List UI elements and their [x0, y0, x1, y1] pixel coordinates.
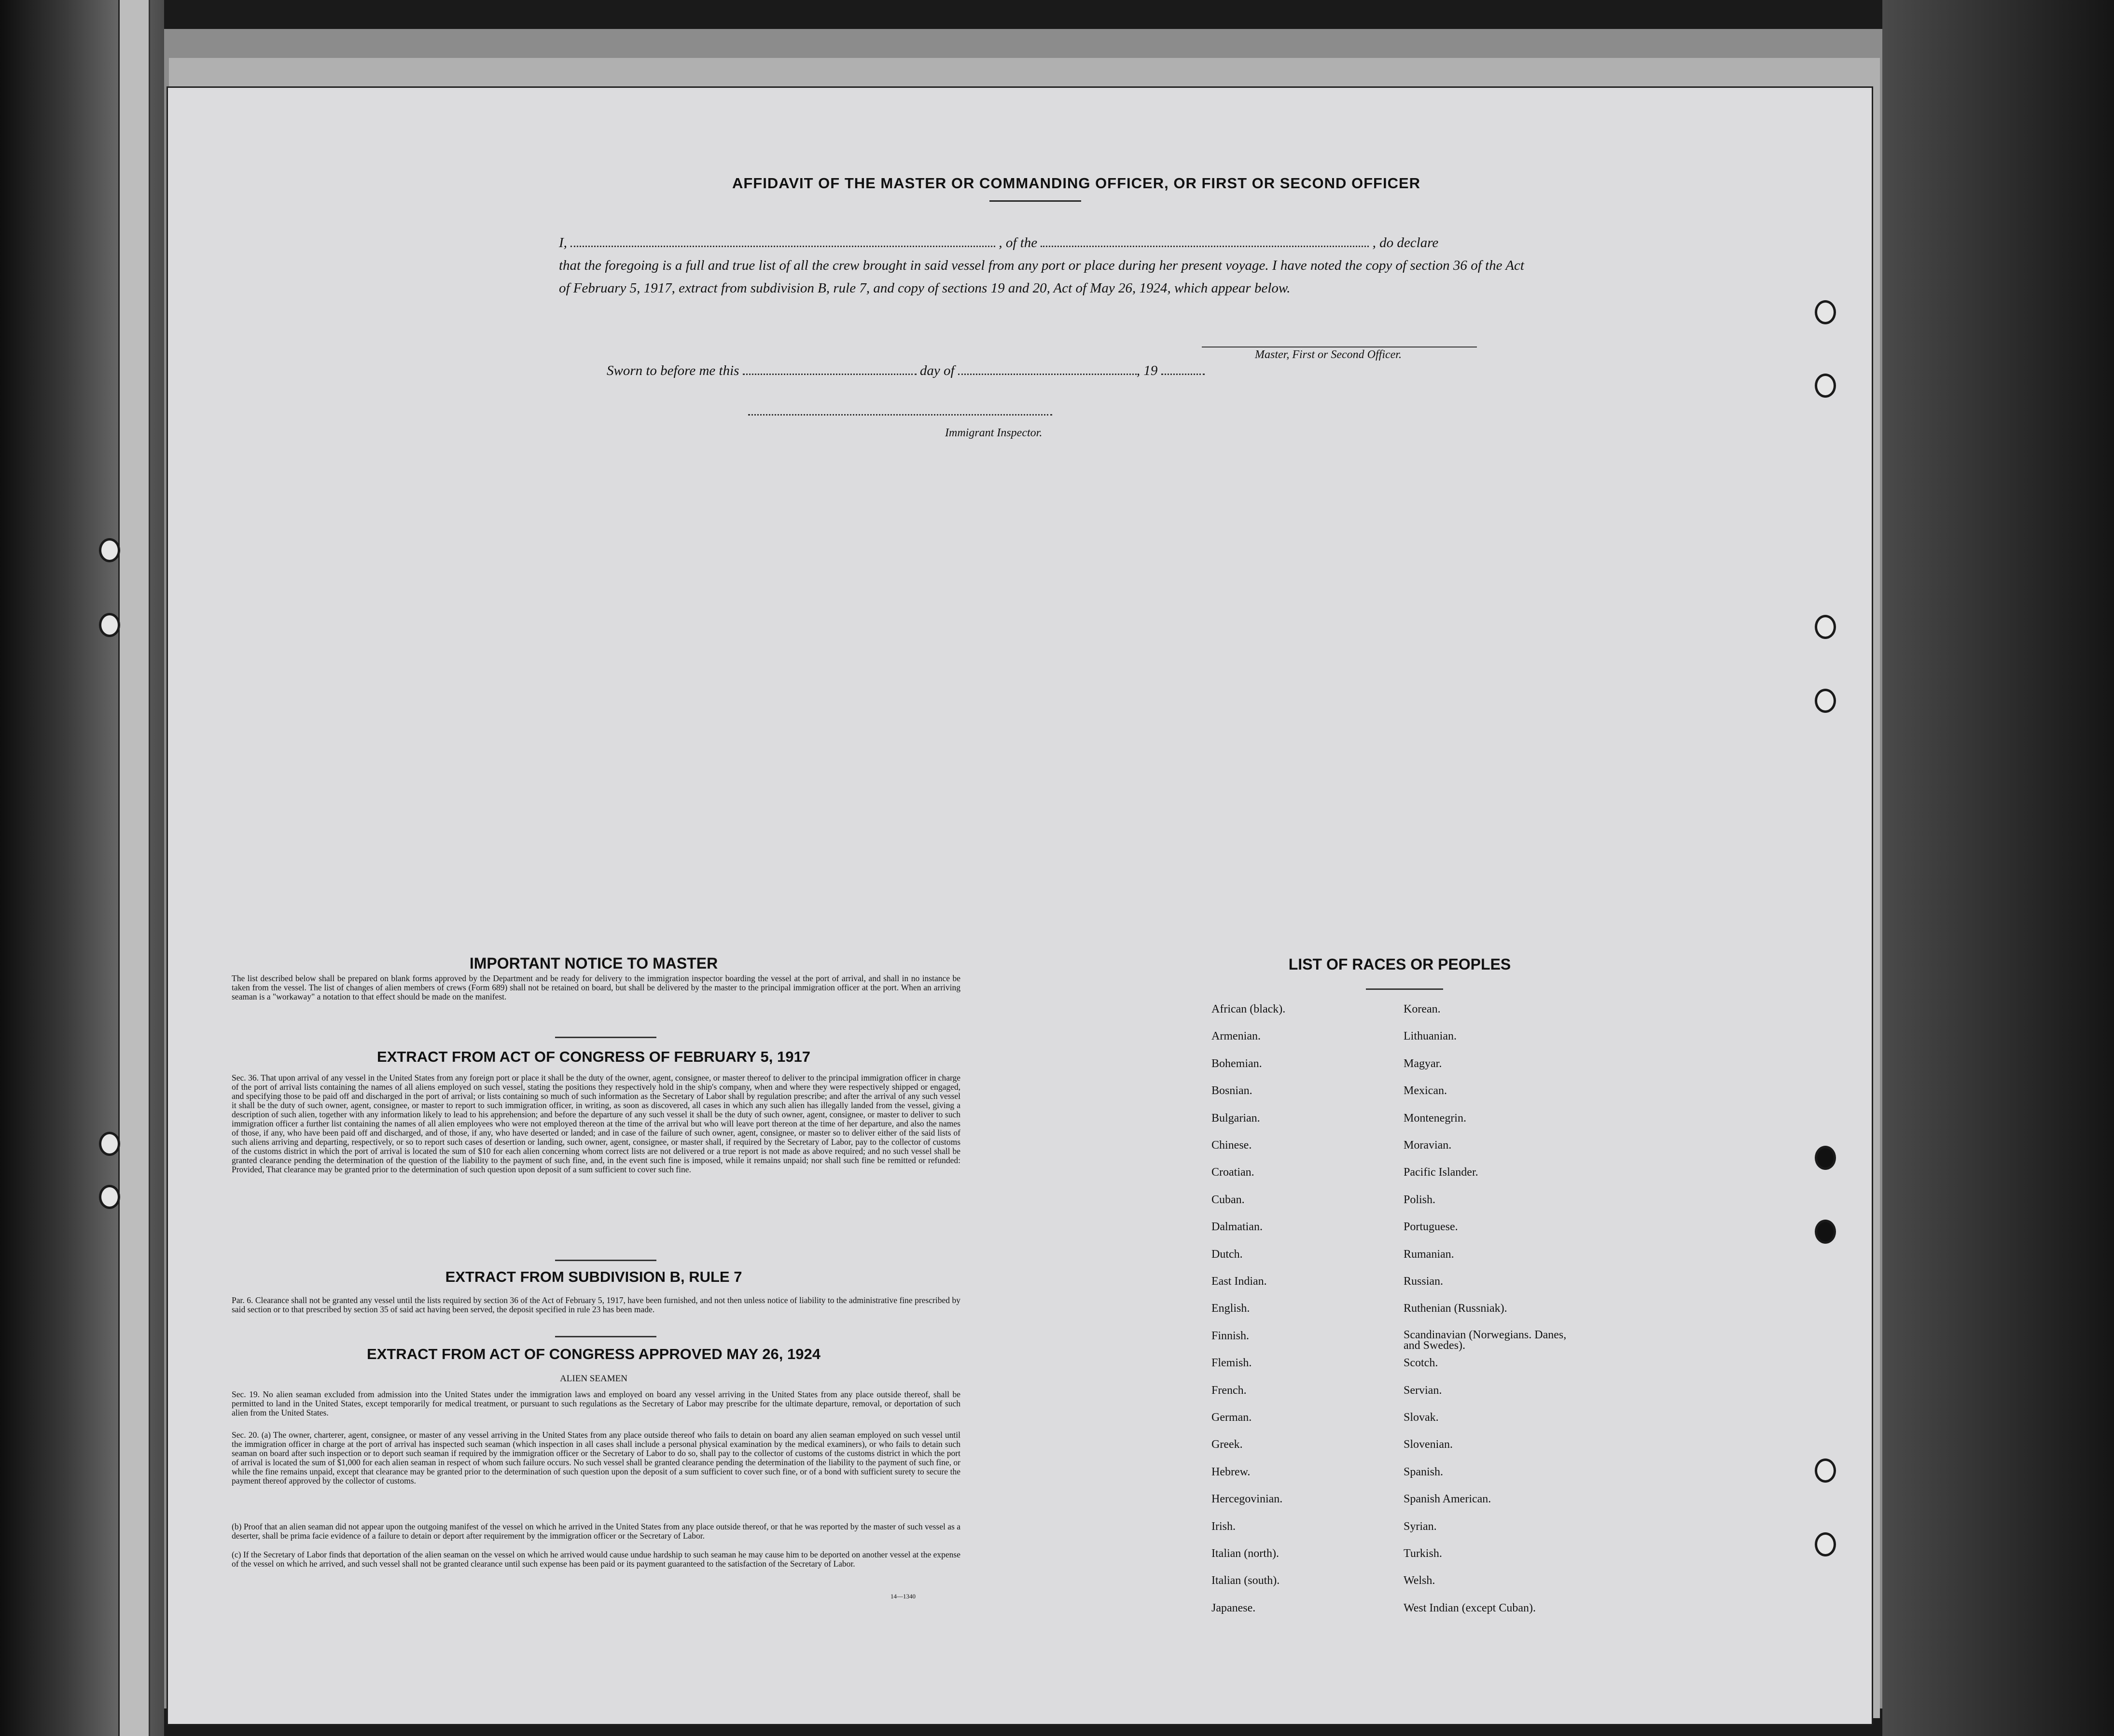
- scan-background-right: [1882, 0, 2114, 1736]
- extract-1924-title: EXTRACT FROM ACT OF CONGRESS APPROVED MAY 26, 1924: [367, 1346, 821, 1362]
- race-item: African (black).: [1211, 1003, 1286, 1015]
- race-item: Italian (north).: [1211, 1547, 1279, 1560]
- race-item: Korean.: [1404, 1003, 1441, 1015]
- race-item: German.: [1211, 1411, 1252, 1424]
- sec20b-text: (b) Proof that an alien seaman did not appear upon the outgoing manifest of the vessel on which he arrived in the United States from any place outside thereof, or that he was reported by the master of such vessel as a deserter, shall be prima facie evidence of a failure to detain or deport after requirement by the immigration officer or the Secretary of Labor.: [232, 1522, 960, 1541]
- race-item: Syrian.: [1404, 1520, 1437, 1533]
- rule7-text: Par. 6. Clearance shall not be granted any vessel until the lists required by section 36 of the Act of February 5, 1917, have been furnished, and not then unless notice of liability to the administrative fine prescribed by said section or to that prescribed by section 35 of said act having been served, the deposit specified in rule 23 has been made.: [232, 1295, 960, 1314]
- punch-hole: [1815, 1146, 1836, 1170]
- race-item: Bosnian.: [1211, 1084, 1252, 1097]
- sworn-month-field[interactable]: [958, 363, 1137, 375]
- race-item: Russian.: [1404, 1275, 1444, 1288]
- race-item: Cuban.: [1211, 1194, 1245, 1206]
- race-item: Dalmatian.: [1211, 1221, 1263, 1233]
- race-item: Pacific Islander.: [1404, 1166, 1478, 1179]
- race-item: Spanish.: [1404, 1466, 1444, 1478]
- sworn-year-label: , 19: [1136, 363, 1158, 378]
- sworn-line: [607, 363, 1205, 379]
- punch-hole: [99, 1185, 120, 1209]
- vessel-name-field[interactable]: [1041, 235, 1369, 247]
- affidavit-of-the: , of the: [999, 235, 1038, 250]
- sworn-year-field[interactable]: [1161, 363, 1205, 375]
- race-item: Montenegrin.: [1404, 1112, 1466, 1125]
- race-item: Scandinavian (Norwegians. Danes, and Swedes).: [1404, 1329, 1567, 1352]
- extract-1917-text: Sec. 36. That upon arrival of any vessel in the United States from any foreign port or place it shall be the duty of the owner, agent, consignee, or master thereof to deliver to the principal immigration officer in charge of the port of arrival lists containing the names of all aliens employed on such vessel, stating the positions they respectively hold in the ship's company, when and where they were respectively shipped or engaged, and specifying those to be paid off and discharged in the port of arrival; or lists containing so much of such information as the Secretary of Labor shall by regulation prescribe; and after the arrival of any such vessel it shall be the duty of such owner, agent, consignee, or master to report to such immigration officer, in writing, as soon as discovered, all cases in which any such alien has illegally landed from the vessel, giving a description of such alien, together with any information likely to lead to his apprehension; and before the departure of any such vessel it shall be the duty of such owner, agent, consignee, or master to deliver to such immigration officer a further list containing the names of all alien employees who were not employed thereon at the time of the arrival but who will leave port thereon at the time of her departure, and also the names of those, if any, who have been paid off and discharged, and of those, if any, who have deserted or landed; and in case of the failure of such owner, agent, consignee, or master so to deliver either of the said lists of such aliens arriving and departing, respectively, or so to report such cases of desertion or landing, such owner, agent, consignee, or master shall, if required by the Secretary of Labor, pay to the collector of customs of the customs district in which the port of arrival is located the sum of $10 for each alien concerning whom correct lists are not delivered or a true report is not made as above required; and no such vessel shall be granted clearance pending the determination of the question of the liability to the payment of such fine, and, in the event such fine is imposed, while it remains unpaid; nor shall such fine be remitted or refunded: Provided, That clearance may be granted prior to the determination of such question upon deposit of a sum sufficient to cover such fine.: [232, 1073, 960, 1174]
- divider: [555, 1037, 656, 1038]
- race-item: Slovenian.: [1404, 1438, 1453, 1451]
- affidavit-body: [559, 232, 1524, 300]
- race-item: Flemish.: [1211, 1357, 1252, 1369]
- races-title: LIST OF RACES OR PEOPLES: [1288, 956, 1511, 973]
- race-item: Bulgarian.: [1211, 1112, 1260, 1125]
- affidavit-first-line: [559, 232, 1524, 254]
- race-item: Ruthenian (Russniak).: [1404, 1302, 1507, 1315]
- race-item: Spanish American.: [1404, 1493, 1491, 1505]
- race-item: Moravian.: [1404, 1139, 1452, 1152]
- sec19-text: Sec. 19. No alien seaman excluded from admission into the United States under the immigration laws and employed on board any vessel arriving in the United States from any place outside thereof, shall be permitted to land in the United States, except temporarily for medical treatment, or pursuant to such regulations as the Secretary of Labor may prescribe for the ultimate departure, removal, or deportation of such alien from the United States.: [232, 1389, 960, 1417]
- affidavit-i: I,: [559, 235, 567, 250]
- sec20c-text: (c) If the Secretary of Labor finds that deportation of the alien seaman on the vessel on which he arrived would cause undue hardship to such seaman he may cause him to be deported on another vessel at the expense of the vessel on which he arrived, and such vessel shall not be granted clearance until such expense has been paid or its payment guaranteed to the satisfaction of the Secretary of Labor.: [232, 1550, 960, 1569]
- punch-hole: [1815, 1220, 1836, 1244]
- notice-text: The list described below shall be prepared on blank forms approved by the Department and be ready for delivery to the immigration inspector boarding the vessel at the port of arrival, and shall in no instance be taken from the vessel. The list of changes of alien members of crews (Form 689) shall not be retained on board, but shall be delivered by the master to the principal immigration officer at the port. When an arriving seaman is a "workaway" a notation to that effect should be made on the manifest.: [232, 973, 960, 1001]
- race-item: Bohemian.: [1211, 1057, 1262, 1070]
- race-item: Rumanian.: [1404, 1248, 1454, 1261]
- race-item: West Indian (except Cuban).: [1404, 1602, 1536, 1614]
- race-item: Finnish.: [1211, 1330, 1250, 1342]
- race-item: French.: [1211, 1384, 1247, 1397]
- race-item: Magyar.: [1404, 1057, 1442, 1070]
- race-item: Lithuanian.: [1404, 1030, 1457, 1042]
- race-item: Armenian.: [1211, 1030, 1261, 1042]
- punch-hole: [99, 1132, 120, 1156]
- race-item: Hercegovinian.: [1211, 1493, 1283, 1505]
- race-item: Italian (south).: [1211, 1574, 1280, 1587]
- punch-hole: [99, 538, 120, 562]
- race-item: Welsh.: [1404, 1574, 1435, 1587]
- inspector-caption: Immigrant Inspector.: [945, 427, 1043, 439]
- divider: [1366, 988, 1443, 990]
- race-item: Greek.: [1211, 1438, 1243, 1451]
- race-item: Servian.: [1404, 1384, 1442, 1397]
- race-item: Slovak.: [1404, 1411, 1439, 1424]
- race-item: Japanese.: [1211, 1602, 1256, 1614]
- affidavit-statement: that the foregoing is a full and true list of all the crew brought in said vessel from any port or place during her present voyage. I have noted the copy of section 36 of the Act of February 5, 1917, extract from subdivision B, rule 7, and copy of sections 19 and 20, Act of May 26, 1924, which appear below.: [559, 258, 1524, 296]
- punch-hole: [1815, 1532, 1836, 1556]
- divider: [555, 1260, 656, 1261]
- master-name-field[interactable]: [570, 235, 995, 247]
- race-item: Irish.: [1211, 1520, 1236, 1533]
- race-item: Croatian.: [1211, 1166, 1254, 1179]
- rule7-title: EXTRACT FROM SUBDIVISION B, RULE 7: [445, 1268, 742, 1285]
- sworn-day-label: day of: [919, 363, 955, 378]
- punch-hole: [1815, 374, 1836, 398]
- master-signature-caption: Master, First or Second Officer.: [1255, 348, 1402, 361]
- punch-hole: [1815, 1458, 1836, 1483]
- punch-hole: [1815, 615, 1836, 639]
- race-item: Turkish.: [1404, 1547, 1442, 1560]
- race-item: Chinese.: [1211, 1139, 1252, 1152]
- form-number: 14—1340: [890, 1593, 916, 1600]
- race-item: Polish.: [1404, 1194, 1436, 1206]
- sworn-day-field[interactable]: [743, 363, 917, 375]
- sec20a-text: Sec. 20. (a) The owner, charterer, agent, consignee, or master of any vessel arriving in the United States from any place outside thereof who fails to detain on board any alien seaman employed on such vessel until the immigration officer in charge at the port of arrival has inspected such seaman (which inspection in all cases shall include a personal physical examination by the medical examiners), or who fails to detain such seaman on board after such inspection or to deport such seaman if required by the immigration officer or the Secretary of Labor to do so, shall pay to the collector of customs of the customs district in which the port of arrival is located the sum of $1,000 for each alien seaman in respect of whom such failure occurs. No such vessel shall be granted clearance pending the determination of the liability to the payment of such fine, or while the fine remains unpaid, except that clearance may be granted prior to the determination of such question upon the deposit of a sum sufficient to cover such fine, or of a bond with sufficient surety to secure the payment thereof approved by the collector of customs.: [232, 1430, 960, 1486]
- punch-hole: [1815, 689, 1836, 713]
- race-item: Scotch.: [1404, 1357, 1438, 1369]
- race-item: Dutch.: [1211, 1248, 1243, 1261]
- race-item: Mexican.: [1404, 1084, 1447, 1097]
- race-item: East Indian.: [1211, 1275, 1267, 1288]
- punch-hole: [99, 613, 120, 637]
- divider: [555, 1336, 656, 1337]
- extract-1924-subtitle: ALIEN SEAMEN: [560, 1374, 627, 1384]
- punch-hole: [1815, 300, 1836, 324]
- divider: [989, 200, 1081, 202]
- binder-strip: [118, 0, 150, 1736]
- extract-1917-title: EXTRACT FROM ACT OF CONGRESS OF FEBRUARY 5, 1917: [377, 1048, 810, 1065]
- inspector-signature-line[interactable]: [748, 414, 1052, 416]
- affidavit-title: AFFIDAVIT OF THE MASTER OR COMMANDING OFFICER, OR FIRST OR SECOND OFFICER: [732, 175, 1421, 192]
- race-item: Hebrew.: [1211, 1466, 1251, 1478]
- affidavit-declare: , do declare: [1372, 235, 1439, 250]
- sworn-prefix: Sworn to before me this: [607, 363, 739, 378]
- race-item: English.: [1211, 1302, 1250, 1315]
- race-item: Portuguese.: [1404, 1221, 1458, 1233]
- notice-title: IMPORTANT NOTICE TO MASTER: [469, 955, 718, 972]
